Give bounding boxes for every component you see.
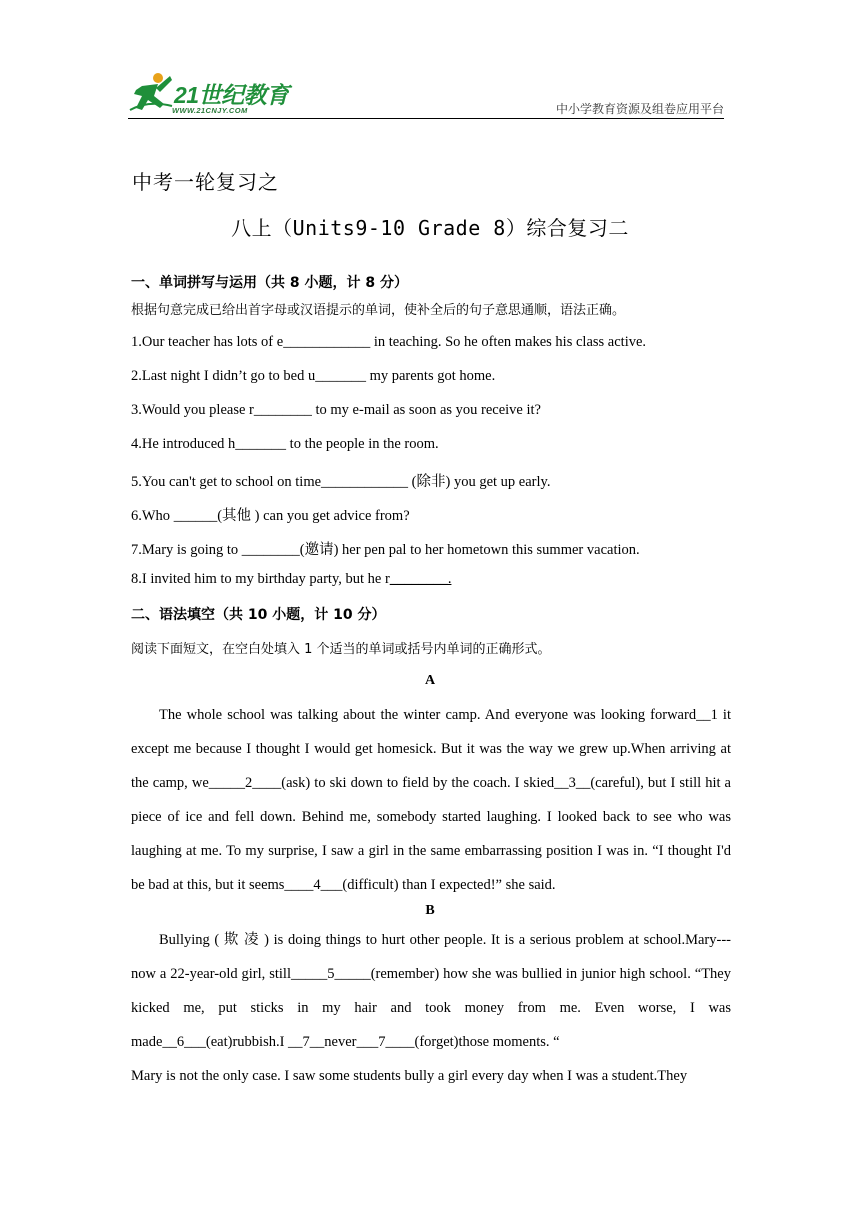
- section1-instruction: 根据句意完成已给出首字母或汉语提示的单词，使补全后的句子意思通顺，语法正确。: [131, 303, 626, 318]
- answer-blank: _______: [235, 436, 287, 452]
- question-7: [131, 538, 640, 559]
- question-text: 1.Our teacher has lots of e: [131, 334, 284, 350]
- question-text: (邀请) her pen pal to her hometown this summer vacation.: [299, 542, 640, 558]
- question-text: 3.Would you please r: [131, 402, 254, 418]
- passage-b-text-continued: Mary is not the only case. I saw some students bully a girl every day when I was a student.They: [131, 1068, 688, 1084]
- passage-b-text: Bullying ( 欺 凌 ) is doing things to hurt other people. It is a serious problem at school.Mary---now a 22-year-old girl, still_____5_____(remember) how she was bullied in junior high school. “They kicked me, put sticks in my hair and took money from me. Even worse, I was made__6___(eat)rubbish.I __7__never___7____(forget)those moments. “: [131, 932, 731, 1050]
- answer-blank: ________: [253, 402, 312, 418]
- passage-a-text: The whole school was talking about the winter camp. And everyone was looking forward__1 it except me because I thought I would get homesick. But it was the way we grew up.When arriving at the camp, we_____2____(ask) to ski down to field by the coach. I skied__3__(careful), but I still hit a piece of ice and fell down. Behind me, somebody started laughing. I looked back to see who was laughing at me. To my surprise, I saw a girl in the same embarrassing position I was in. “I thought I'd be bad at this, but it seems____4___(difficult) than I expected!” she said.: [131, 707, 731, 893]
- question-4: [131, 436, 439, 453]
- question-text: 5.You can't get to school on time: [131, 474, 322, 490]
- answer-blank: ________: [241, 542, 300, 558]
- question-text: 8.I invited him to my birthday party, but he r: [131, 571, 390, 587]
- question-1: [131, 334, 646, 351]
- question-text: (其他 ) can you get advice from?: [217, 508, 410, 524]
- question-text: 6.Who: [131, 508, 174, 524]
- page-header: [128, 66, 724, 119]
- logo-url: WWW.21CNJY.COM: [172, 106, 248, 115]
- title-line-2: 八上（Units9-10 Grade 8）综合复习二: [231, 216, 629, 240]
- question-text: to the people in the room.: [286, 436, 439, 452]
- question-8: [131, 571, 451, 588]
- question-6: [131, 504, 410, 525]
- question-5: [131, 470, 550, 491]
- answer-blank: _______: [315, 368, 366, 384]
- passage-b: [131, 923, 731, 1093]
- question-3: [131, 402, 541, 419]
- question-text: 7.Mary is going to: [131, 542, 242, 558]
- logo-text: 21世纪教育: [174, 82, 289, 108]
- passage-b-label: B: [425, 903, 435, 918]
- question-text: 4.He introduced h: [131, 436, 236, 452]
- passage-a: [131, 698, 731, 902]
- section2-instruction: 阅读下面短文，在空白处填入 1 个适当的单词或括号内单词的正确形式。: [131, 642, 551, 657]
- question-text: (除非) you get up early.: [408, 474, 551, 490]
- question-2: [131, 368, 495, 385]
- passage-a-label: A: [424, 673, 436, 688]
- answer-blank: ________.: [389, 571, 452, 587]
- header-tagline: 中小学教育资源及组卷应用平台: [555, 102, 724, 116]
- logo: [128, 70, 298, 114]
- answer-blank: ____________: [321, 474, 409, 490]
- title-line-1: 中考一轮复习之: [132, 170, 279, 194]
- section1-heading: 一、单词拼写与运用（共 8 小题，计 8 分）: [131, 275, 408, 291]
- question-text: 2.Last night I didn’t go to bed u: [131, 368, 316, 384]
- question-text: in teaching. So he often makes his class active.: [370, 334, 647, 350]
- question-text: my parents got home.: [365, 368, 496, 384]
- answer-blank: ____________: [283, 334, 371, 350]
- runner-logo-icon: [128, 70, 174, 114]
- question-text: to my e-mail as soon as you receive it?: [311, 402, 541, 418]
- answer-blank: ______: [173, 508, 218, 524]
- section2-heading: 二、语法填空（共 10 小题，计 10 分）: [131, 607, 386, 623]
